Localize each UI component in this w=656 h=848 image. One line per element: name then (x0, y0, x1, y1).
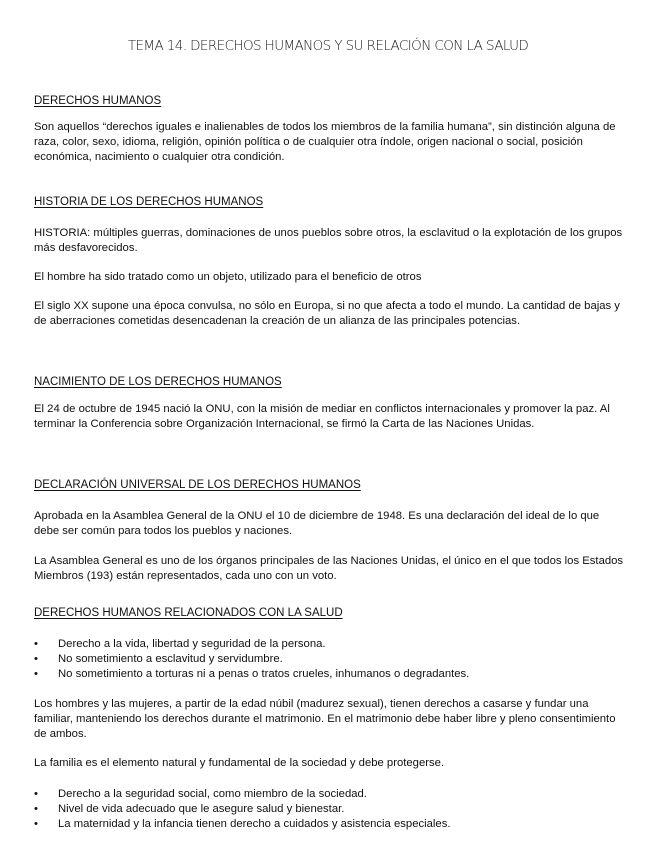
list-item (34, 637, 626, 652)
paragraph-hombre-objeto: El hombre ha sido tratado como un objeto, utilizado para el beneficio de otros (34, 271, 422, 283)
bullet-list-derechos-basicos (34, 637, 626, 683)
bullet-icon: • (34, 653, 38, 666)
bullet-icon: • (34, 638, 38, 650)
bullet-icon: • (34, 788, 38, 800)
section-heading-declaracion: DECLARACIÓN UNIVERSAL DE LOS DERECHOS HUMANOS (34, 479, 361, 491)
list-item (34, 802, 626, 817)
list-item (34, 667, 626, 682)
document-title: TEMA 14. DERECHOS HUMANOS Y SU RELACIÓN CON LA SALUD (127, 38, 529, 54)
list-item (34, 652, 626, 667)
paragraph-historia: HISTORIA: múltiples guerras, dominaciones de unos pueblos sobre otros, la esclavitud o la explotación de los grupos más desfavorecidos. (34, 227, 623, 255)
list-item (34, 787, 626, 802)
bullet-icon: • (34, 818, 38, 831)
paragraph-siglo-xx: El siglo XX supone una época convulsa, no sólo en Europa, si no que afecta a todo el mundo. La cantidad de bajas y de aberraciones cometidas desencadenan la creación de un alianza de las principales potencias. (34, 300, 620, 328)
paragraph-asamblea: La Asamblea General es uno de los órganos principales de las Naciones Unidas, el único en el que todos los Estados Miembros (193) están representados, cada uno con un voto. (34, 555, 624, 583)
bullet-list-proteccion-social (34, 787, 626, 833)
list-item-text: Nivel de vida adecuado que le asegure salud y bienestar. (58, 803, 345, 816)
list-item-text: Derecho a la vida, libertad y seguridad de la persona. (58, 638, 326, 650)
list-item-text: No sometimiento a torturas ni a penas o tratos crueles, inhumanos o degradantes. (58, 668, 470, 681)
list-item-text: No sometimiento a esclavitud y servidumbre. (58, 653, 283, 666)
list-item-text: Derecho a la seguridad social, como miembro de la sociedad. (58, 788, 367, 800)
section-heading-salud: DERECHOS HUMANOS RELACIONADOS CON LA SALUD (34, 607, 343, 619)
bullet-icon: • (34, 668, 38, 681)
bullet-icon: • (34, 803, 38, 816)
paragraph-aprobada: Aprobada en la Asamblea General de la ONU el 10 de diciembre de 1948. Es una declaración del ideal de lo que debe ser común para todos los pueblos y naciones. (34, 510, 600, 538)
section-heading-nacimiento: NACIMIENTO DE LOS DERECHOS HUMANOS (34, 376, 282, 388)
section-heading-derechos-humanos: DERECHOS HUMANOS (34, 95, 162, 107)
paragraph-matrimonio: Los hombres y las mujeres, a partir de la edad núbil (madurez sexual), tienen derechos a casarse y fundar una familiar, manteniendo los derechos durante el matrimonio. En el matrimonio debe haber libre y pleno consentimiento de ambos. (34, 698, 616, 741)
list-item-text: La maternidad y la infancia tienen derecho a cuidados y asistencia especiales. (58, 818, 451, 831)
paragraph-familia: La familia es el elemento natural y fundamental de la sociedad y debe protegerse. (34, 757, 445, 769)
list-item (34, 817, 626, 832)
section-heading-historia: HISTORIA DE LOS DERECHOS HUMANOS (34, 196, 264, 208)
paragraph-onu: El 24 de octubre de 1945 nació la ONU, con la misión de mediar en conflictos internacionales y promover la paz. Al terminar la Conferencia sobre Organización Internacional, se firmó la Carta de las Naciones Unidas. (34, 403, 610, 431)
paragraph-definicion: Son aquellos “derechos iguales e inalienables de todos los miembros de la familia humana”, sin distinción alguna de raza, color, sexo, idioma, religión, opinión política o de cualquier otra índole, origen nacional o social, posición económica, nacimiento o cualquier otra condición. (34, 121, 616, 164)
